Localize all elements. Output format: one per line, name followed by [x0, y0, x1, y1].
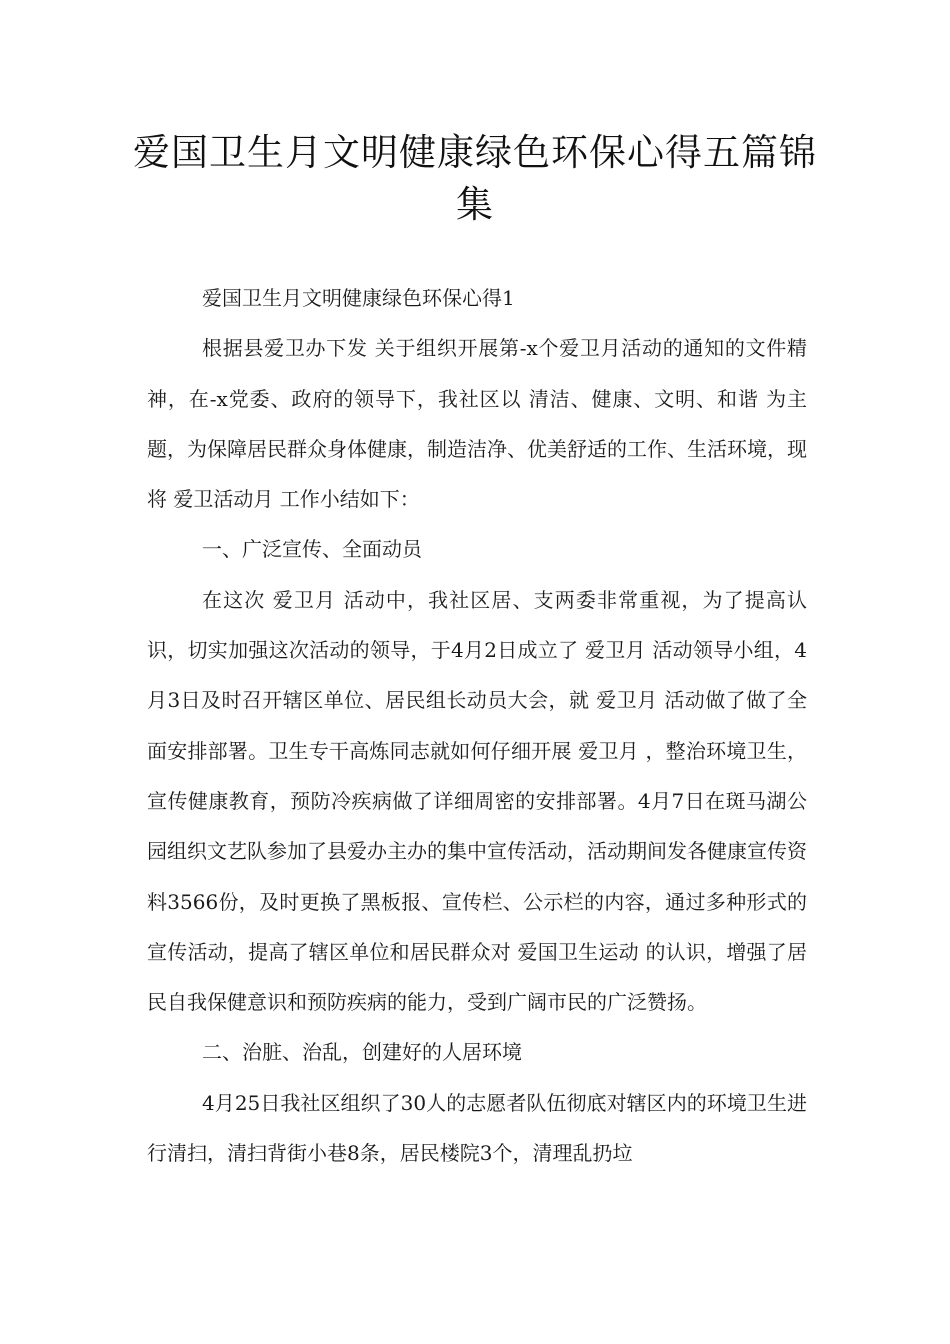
- section-heading: 二、治脏、治乱，创建好的人居环境: [202, 1040, 522, 1065]
- body-paragraph: 在这次 爱卫月 活动中，我社区居、支两委非常重视，为了提高认识，切实加强这次活动的领导，于4月2日成立了 爱卫月 活动领导小组，4月3日及时召开辖区单位、居民组长动员大会，就 爱卫月 活动做了做了全面安排部署。卫生专干高炼同志就如何仔细开展 爱卫月 ，整治环境卫生，宣传健康教育，预防冷疾病做了详细周密的安排部署。4月7日在斑马湖公园组织文艺队参加了县爱办主办的集中宣传活动，活动期间发各健康宣传资料3566份，及时更换了黑板报、宣传栏、公示栏的内容，通过多种形式的宣传活动，提高了辖区单位和居民群众对 爱国卫生运动 的认识，增强了居民自我保健意识和预防疾病的能力，受到广阔市民的广泛赞扬。: [147, 587, 807, 1015]
- document-body: [147, 273, 807, 1178]
- body-paragraph: 根据县爱卫办下发 关于组织开展第-x个爱卫月活动的通知的文件精神，在-x党委、政府的领导下，我社区以 清洁、健康、文明、和谐 为主题，为保障居民群众身体健康，制造洁净、优美舒适的工作、生活环境，现将 爱卫活动月 工作小结如下：: [147, 336, 807, 512]
- section-heading: 爱国卫生月文明健康绿色环保心得1: [202, 286, 515, 310]
- body-paragraph: 4月25日我社区组织了30人的志愿者队伍彻底对辖区内的环境卫生进行清扫，清扫背街小巷8条，居民楼院3个，清理乱扔垃: [147, 1090, 807, 1166]
- document-title: 爱国卫生月文明健康绿色环保心得五篇锦集: [133, 131, 817, 226]
- section-heading: 一、广泛宣传、全面动员: [202, 537, 422, 562]
